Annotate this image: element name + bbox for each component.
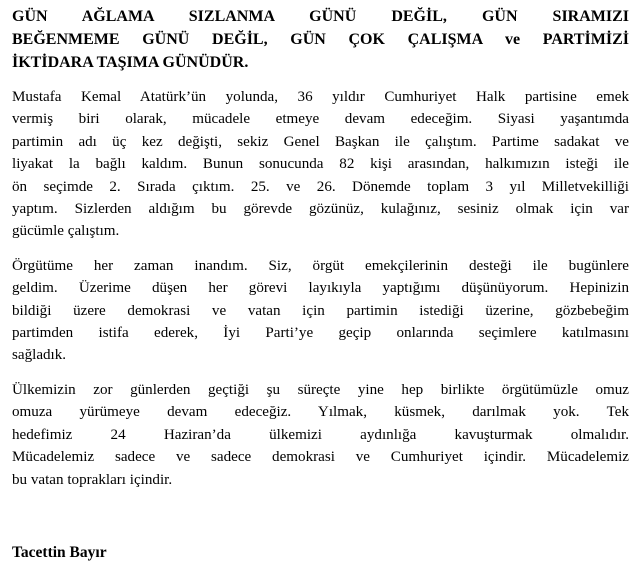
headline-line: İKTİDARA TAŞIMA GÜNÜDÜR.: [12, 54, 249, 71]
paragraph-2: [12, 255, 629, 367]
paragraph-line: bu vatan toprakları içindir.: [12, 471, 173, 488]
paragraph-line: yaptım. Sizlerden aldığım bu görevde gözünüz, kulağınız, sesiniz olmak için var: [12, 201, 629, 218]
headline-line: GÜN AĞLAMA SIZLANMA GÜNÜ DEĞİL, GÜN SIRAMIZI: [12, 8, 629, 25]
paragraph-line: partimden istifa ederek, İyi Parti’ye geçip onlarında seçimlere katılmasını: [12, 325, 629, 342]
paragraph-line: ön seçimde 2. Sırada çıktım. 25. ve 26. Dönemde toplam 3 yıl Milletvekilliği: [12, 178, 629, 195]
paragraph-line: Örgütüme her zaman inandım. Siz, örgüt emekçilerinin desteği ile bugünlere: [12, 257, 629, 274]
paragraph-1: [12, 86, 629, 243]
headline: [12, 5, 629, 74]
paragraph-line: Mücadelemiz sadece ve sadece demokrasi ve Cumhuriyet içindir. Mücadelemiz: [12, 449, 629, 466]
paragraph-line: geldim. Üzerime düşen her görevi layıkıyla yaptığımı düşünüyorum. Hepinizin: [12, 280, 629, 297]
signature: Tacettin Bayır: [12, 544, 107, 561]
paragraph-line: Ülkemizin zor günlerden geçtiği şu süreçte yine hep birlikte örgütümüzle omuz: [12, 381, 629, 398]
paragraph-line: vermiş biri olarak, mücadele etmeye devam edeceğim. Siyasi yaşantımda: [12, 111, 629, 128]
paragraph-line: liyakat la bağlı kaldım. Bunun sonucunda 82 kişi arasından, halkımızın isteği ile: [12, 156, 629, 173]
paragraph-line: partimin adı üç kez değişti, sekiz Genel Başkan ile çalıştım. Partime sadakat ve: [12, 133, 629, 150]
paragraph-line: bildiği üzere demokrasi ve vatan için partimin istediği üzerine, gözbebeğim: [12, 302, 629, 319]
paragraph-line: Mustafa Kemal Atatürk’ün yolunda, 36 yıldır Cumhuriyet Halk partisine emek: [12, 89, 629, 105]
paragraph-line: gücümle çalıştım.: [12, 223, 120, 240]
paragraph-3: [12, 379, 629, 491]
paragraph-line: sağladık.: [12, 347, 67, 364]
headline-line: BEĞENMEME GÜNÜ DEĞİL, GÜN ÇOK ÇALIŞMA ve PARTİMİZİ: [12, 31, 629, 48]
paragraph-line: omuza yürümeye devam edeceğiz. Yılmak, küsmek, darılmak yok. Tek: [12, 404, 629, 421]
paragraph-line: hedefimiz 24 Haziran’da ülkemizi aydınlığa kavuşturmak olmalıdır.: [12, 426, 629, 443]
